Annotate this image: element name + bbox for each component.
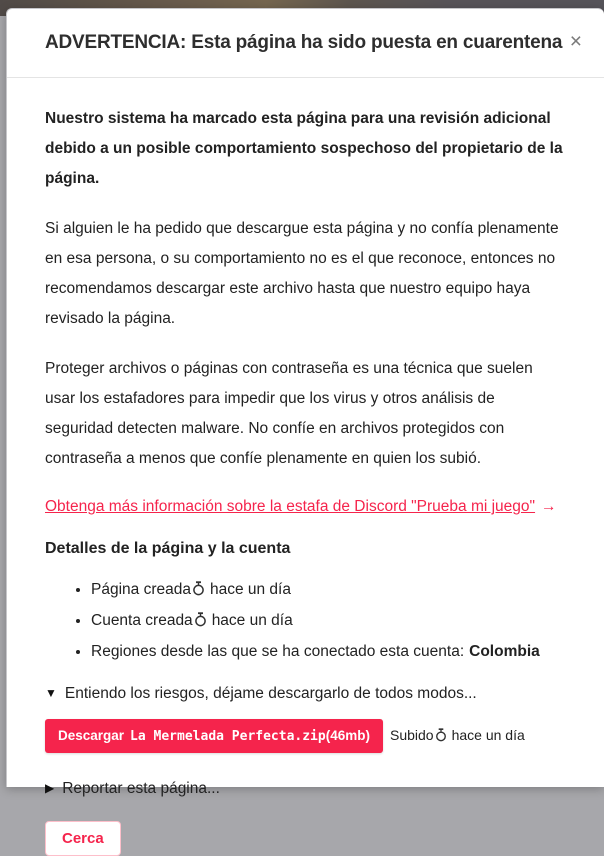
- download-action-label: Descargar: [58, 728, 125, 743]
- risk-disclosure-label: Entiendo los riesgos, déjame descargarlo de todos modos...: [64, 685, 477, 702]
- download-filesize: (46mb): [325, 728, 370, 743]
- uploaded-status: [390, 727, 525, 745]
- triangle-right-icon: ▶: [45, 781, 55, 795]
- regions-value: Colombia: [469, 643, 540, 660]
- stopwatch-icon: [192, 577, 205, 606]
- quarantine-warning-modal: [6, 8, 604, 847]
- warning-paragraph-flagged: Nuestro sistema ha marcado esta página para una revisión adicional debido a un posible comportamiento sospechoso del propietario de la página.: [45, 110, 563, 187]
- page-title: ADVERTENCIA: Esta página ha sido puesta en cuarentena: [45, 32, 563, 53]
- close-modal-button[interactable]: Cerca: [45, 821, 121, 856]
- warning-paragraph-password: Proteger archivos o páginas con contraseña es una técnica que suelen usar los estafadores para impedir que los virus y otros análisis de seguridad detecten malware. No confíe en archivos protegidos con contraseña a menos que confíe plenamente en quien los subió.: [45, 360, 533, 467]
- account-created-time: hace un día: [211, 612, 293, 629]
- triangle-down-icon: ▼: [45, 686, 57, 700]
- warning-paragraph-advice: Si alguien le ha pedido que descargue esta página y no confía plenamente en esa persona, o su comportamiento no es el que reconoce, entonces no recomendamos descargar este archivo hasta que nuestro equipo haya revisado la página.: [45, 220, 559, 327]
- uploaded-time: hace un día: [451, 727, 525, 743]
- stopwatch-icon: [194, 608, 207, 637]
- close-icon[interactable]: ×: [569, 30, 582, 53]
- download-filename: La Mermelada Perfecta.zip: [130, 729, 326, 744]
- download-button[interactable]: [45, 719, 383, 753]
- stopwatch-icon: [435, 728, 447, 745]
- scam-info-link[interactable]: Obtenga más información sobre la estafa de Discord "Prueba mi juego": [45, 498, 536, 515]
- report-page-label: Reportar esta página...: [62, 780, 220, 797]
- page-created-time: hace un día: [209, 581, 291, 598]
- list-item-account-created: [91, 606, 566, 637]
- scam-info-row: [45, 498, 566, 516]
- modal-body: [7, 78, 604, 856]
- page-created-label: Página creada: [91, 581, 191, 598]
- details-heading: Detalles de la página y la cuenta: [45, 540, 291, 557]
- list-item-page-created: [91, 575, 566, 606]
- regions-label: Regiones desde las que se ha conectado esta cuenta:: [91, 643, 465, 660]
- modal-header: [7, 9, 604, 78]
- list-item-regions: [91, 637, 566, 666]
- download-row: [45, 719, 566, 753]
- arrow-right-icon: →: [541, 498, 557, 515]
- uploaded-label: Subido: [389, 727, 434, 743]
- account-details-list: [45, 575, 566, 666]
- account-created-label: Cuenta creada: [91, 612, 193, 629]
- risk-disclosure-toggle[interactable]: [45, 685, 566, 703]
- report-page-toggle[interactable]: [45, 780, 566, 798]
